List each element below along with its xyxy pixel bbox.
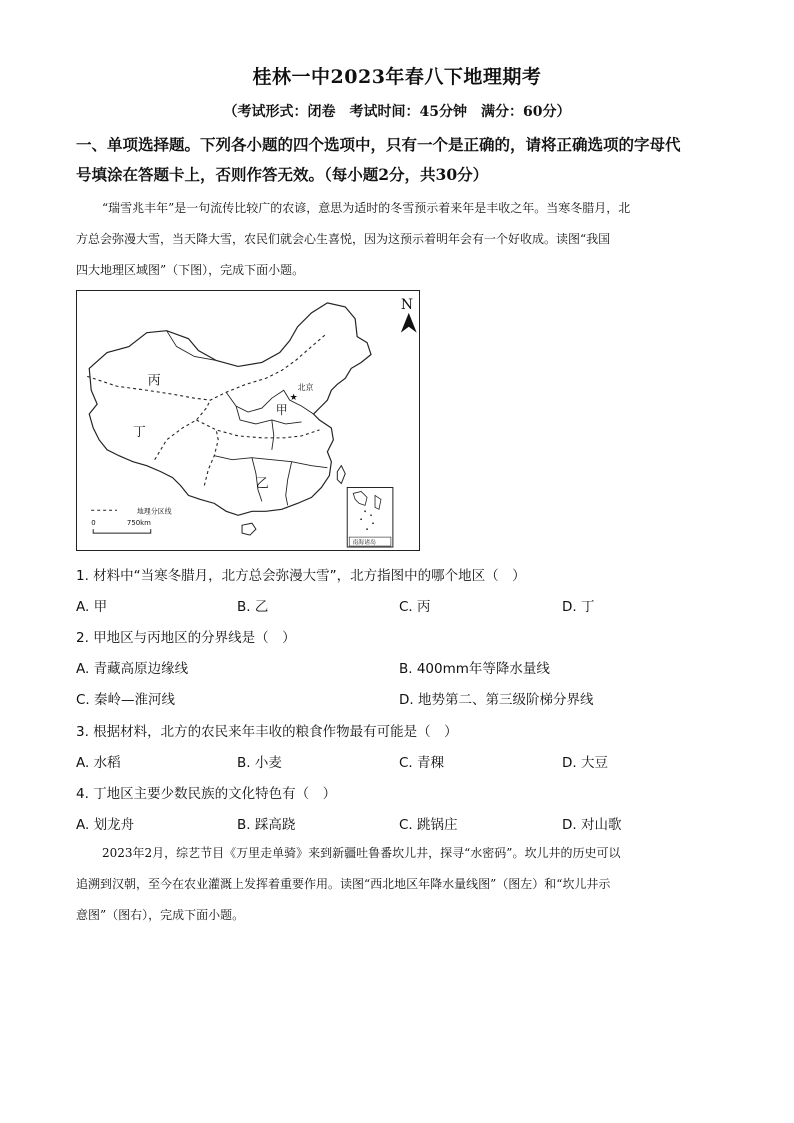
- china-regions-map: [76, 290, 420, 551]
- north-arrow-icon: [401, 313, 417, 333]
- scale-zero: 0: [91, 519, 96, 528]
- province-line: [214, 456, 327, 468]
- paragraph-line: 2023年2月，综艺节目《万里走单骑》来到新疆吐鲁番坎儿井，探寻“水密码”。坎儿井的历史可以: [102, 846, 621, 860]
- region-boundary: [204, 430, 218, 486]
- question-stem: 4. 丁地区主要少数民族的文化特色有（ ）: [76, 786, 337, 802]
- material-paragraph: [76, 193, 726, 286]
- section-heading-line: 号填涂在答题卡上，否则作答无效。（每小题2分，共30分）: [76, 165, 489, 184]
- province-line: [286, 462, 292, 506]
- province-line: [226, 390, 313, 414]
- china-outline: [89, 303, 371, 515]
- scale-bar: [93, 529, 151, 533]
- option-d[interactable]: D. 大豆: [562, 755, 608, 771]
- region-label-yi: 乙: [255, 476, 269, 492]
- inset-label: 南海诸岛: [352, 539, 376, 547]
- option-a[interactable]: A. 青藏高原边缘线: [76, 661, 189, 677]
- question-stem: 2. 甲地区与丙地区的分界线是（ ）: [76, 630, 296, 646]
- option-b[interactable]: B. 小麦: [237, 755, 282, 771]
- option-b[interactable]: B. 踩高跷: [237, 817, 296, 833]
- option-a[interactable]: A. 水稻: [76, 755, 121, 771]
- option-d[interactable]: D. 对山歌: [562, 817, 622, 833]
- question-stem: 1. 材料中“当寒冬腊月，北方总会弥漫大雪”，北方指图中的哪个地区（ ）: [76, 568, 526, 584]
- section-heading-line: 一、单项选择题。下列各小题的四个选项中，只有一个是正确的，请将正确选项的字母代: [76, 135, 681, 154]
- page-title: 桂林一中2023年春八下地理期考: [252, 66, 542, 88]
- region-boundary: [87, 335, 325, 400]
- beijing-star-icon: ★: [289, 393, 298, 404]
- material-paragraph: [76, 838, 726, 931]
- option-a[interactable]: A. 甲: [76, 599, 108, 615]
- legend-text: 地理分区线: [136, 507, 172, 516]
- question-stem: 3. 根据材料，北方的农民来年丰收的粮食作物最有可能是（ ）: [76, 724, 458, 740]
- taiwan-island: [337, 466, 345, 484]
- option-c[interactable]: C. 丙: [399, 599, 431, 615]
- option-b[interactable]: B. 400mm年等降水量线: [399, 661, 550, 677]
- north-label: N: [400, 296, 413, 313]
- exam-info: （考试形式：闭卷 考试时间：45分钟 满分：60分）: [223, 104, 571, 120]
- province-line: [272, 420, 274, 450]
- paragraph-line: “瑞雪兆丰年”是一句流传比较广的农谚，意思为适时的冬雪预示着来年是丰收之年。当寒冬腊月，北: [102, 201, 631, 215]
- option-d[interactable]: D. 地势第二、第三级阶梯分界线: [399, 692, 594, 708]
- region-label-ding: 丁: [132, 424, 146, 440]
- hainan-island: [242, 523, 256, 535]
- option-c[interactable]: C. 青稞: [399, 755, 445, 771]
- section-heading: [76, 130, 726, 190]
- option-c[interactable]: C. 跳锅庄: [399, 817, 458, 833]
- beijing-label: 北京: [297, 383, 314, 393]
- paragraph-line: 方总会弥漫大雪，当天降大雪，农民们就会心生喜悦，因为这预示着明年会有一个好收成。读图“我国: [76, 232, 611, 246]
- region-label-jia: 甲: [275, 403, 288, 418]
- region-boundary: [196, 420, 319, 438]
- option-a[interactable]: A. 划龙舟: [76, 817, 135, 833]
- province-line: [236, 406, 301, 424]
- paragraph-line: 意图”（图右），完成下面小题。: [76, 908, 245, 922]
- option-b[interactable]: B. 乙: [237, 599, 269, 615]
- option-c[interactable]: C. 秦岭—淮河线: [76, 692, 176, 708]
- paragraph-line: 追溯到汉朝，至今在农业灌溉上发挥着重要作用。读图“西北地区年降水量线图”（图左）和“坎儿井示: [76, 877, 611, 891]
- region-boundary: [155, 400, 211, 460]
- scale-label: 750km: [126, 519, 151, 528]
- paragraph-line: 四大地理区域图”（下图），完成下面小题。: [76, 263, 305, 277]
- option-d[interactable]: D. 丁: [562, 599, 595, 615]
- region-label-bing: 丙: [147, 373, 161, 389]
